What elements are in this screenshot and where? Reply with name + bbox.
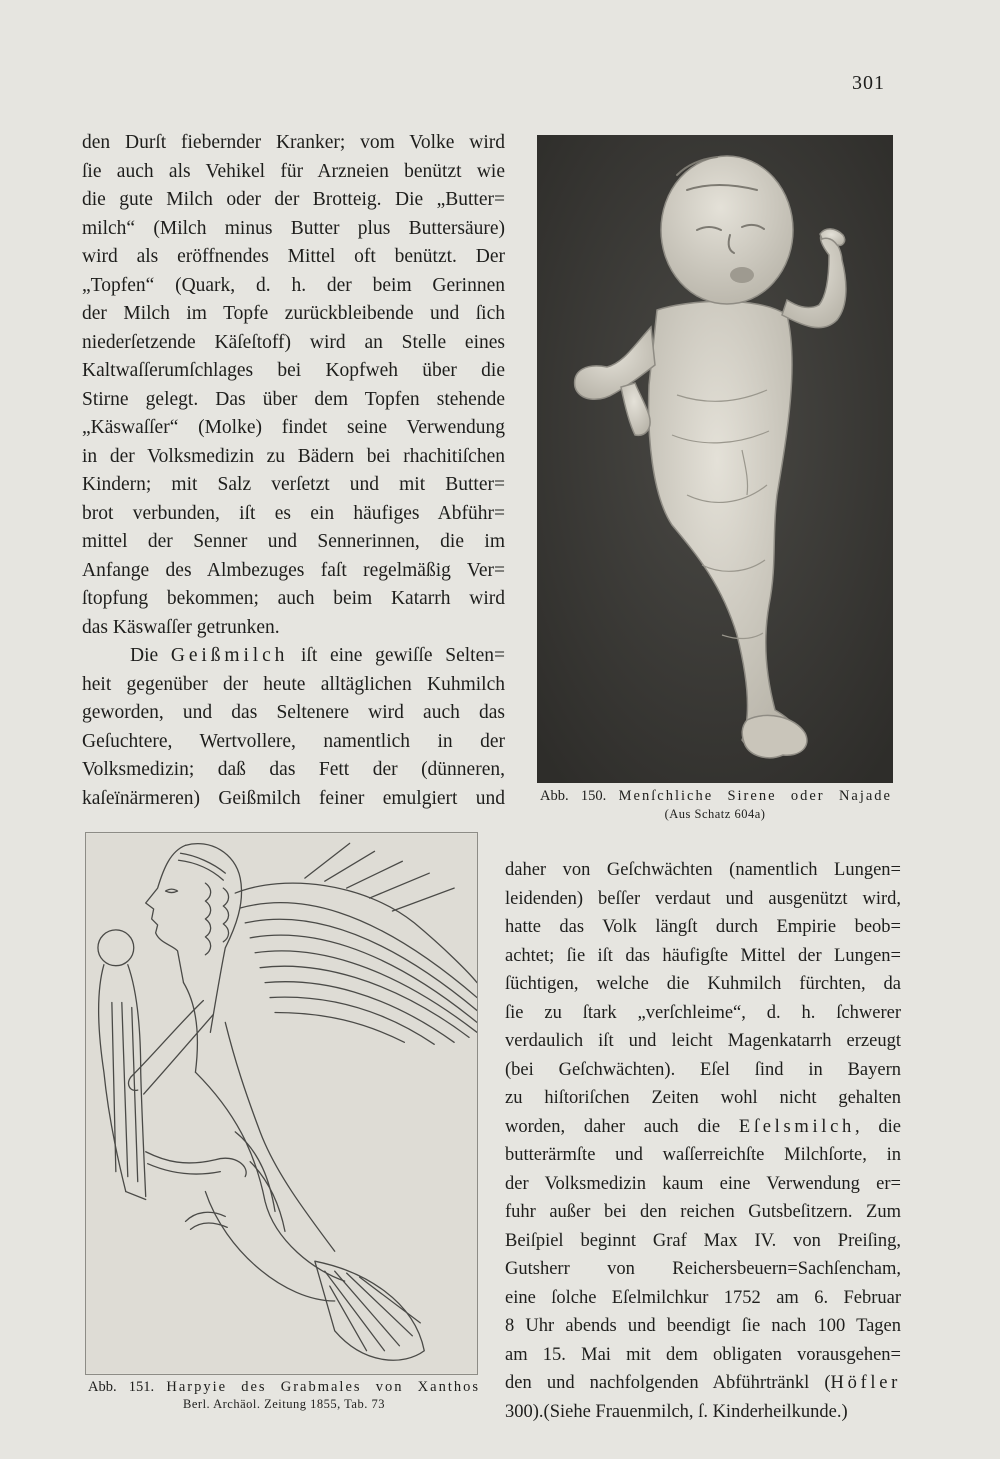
siren-mouth: [730, 267, 754, 283]
right-column-line: hatte das Volk längſt durch Empirie beob=: [505, 917, 901, 937]
right-column-line: der Volksmedizin kaum eine Verwendung er=: [505, 1173, 901, 1194]
left-column-line: brot verbunden, iſt es ein häufiges Abführ=: [82, 502, 505, 524]
figure-150-caption: [540, 787, 892, 805]
right-column-line: zu hiſtoriſchen Zeiten wohl nicht gehalten: [505, 1088, 901, 1108]
right-column-line: achtet; ſie iſt das häufigſte Mittel der Lungen=: [505, 945, 901, 966]
left-column-line: [130, 642, 505, 670]
left-column-line: niederſetzende Käſeſtoff) wird an Stelle eines: [82, 331, 505, 353]
spaced-emphasis: Geißmilch: [170, 645, 289, 666]
right-column-line: ſüchtigen, welche die Kuhmilch fürchten, da: [505, 974, 901, 994]
left-column-line: ſie auch als Vehikel für Arzneien benützt wie: [82, 160, 505, 182]
spaced-emphasis: Eſelsmilch: [738, 1116, 855, 1137]
figure-151-caption: [88, 1378, 480, 1396]
left-column-line: in der Volksmedizin zu Bädern bei rhachitiſchen: [82, 445, 505, 467]
left-column-line: Volksmedizin; daß das Fett der (dünneren,: [82, 759, 505, 780]
spaced-emphasis: Höfler: [830, 1373, 901, 1393]
figure-151-source: Berl. Archäol. Zeitung 1855, Tab. 73: [183, 1397, 385, 1411]
left-column-line: heit gegenüber der heute alltäglichen Kuhmilch: [82, 673, 505, 695]
left-column-line: „Käswaſſer“ (Molke) findet seine Verwendung: [82, 417, 505, 438]
left-column-line: Geſuchtere, Wertvollere, namentlich in der: [82, 730, 505, 752]
figure-150-title: Menſchliche Sirene oder Najade: [618, 788, 892, 804]
right-column-line: Gutsherr von Reichersbeuern=Sachſencham,: [505, 1259, 901, 1279]
left-column-line: ſtopfung bekommen; auch beim Katarrh wird: [82, 588, 505, 609]
right-column-line: daher von Geſchwächten (namentlich Lungen=: [505, 860, 901, 880]
figure-151-drawing: [85, 832, 478, 1375]
text-run: iſt eine gewiſſe Selten=: [288, 645, 505, 666]
right-column-line: 300).(Siehe Frauenmilch, ſ. Kinderheilkunde.): [505, 1401, 848, 1422]
left-column-line: wird als eröffnendes Mittel oft benützt. Der: [82, 246, 505, 267]
page-number: 301: [852, 72, 885, 94]
left-column-line: „Topfen“ (Quark, d. h. der beim Gerinnen: [82, 274, 505, 296]
text-run: Die: [130, 645, 171, 666]
harpy-drawing: [85, 832, 478, 1375]
left-column-line: Kaltwaſſerumſchlages bei Kopfweh über die: [82, 360, 505, 381]
right-column-line: am 15. Mai mit dem obligaten vorausgehen=: [505, 1344, 901, 1365]
left-column-line: Stirne gelegt. Das über dem Topfen stehende: [82, 388, 505, 410]
right-column-line: Beiſpiel beginnt Graf Max IV. von Preiſing,: [505, 1230, 901, 1251]
left-column-line: geworden, und das Seltenere wird auch das: [82, 702, 505, 723]
figure-151-title: Harpyie des Grabmales von Xanthos: [166, 1379, 480, 1395]
right-column-line: eine ſolche Eſelmilchkur 1752 am 6. Februar: [505, 1287, 901, 1308]
figure-150-label: Abb. 150.: [540, 788, 607, 804]
right-column-line: leidenden) beſſer verdaut und ausgenützt wird,: [505, 888, 901, 909]
right-column-line: verdaulich iſt und leicht Magenkatarrh erzeugt: [505, 1031, 901, 1051]
figure-150-source: (Aus Schatz 604a): [664, 807, 766, 821]
left-column-line: milch“ (Milch minus Butter plus Buttersäure): [82, 217, 505, 239]
left-column-line: Anfange des Almbezuges faſt regelmäßig Ver=: [82, 559, 505, 581]
text-run: worden, daher auch die: [505, 1116, 739, 1137]
text-run: den und nachfolgenden Abführtränkl (: [505, 1373, 831, 1393]
drawing-background: [86, 833, 477, 1373]
right-column-line: (bei Geſchwächten). Eſel ſind in Bayern: [505, 1059, 901, 1080]
left-column-line: kaſeïnärmeren) Geißmilch feiner emulgiert und: [82, 787, 505, 809]
left-column-line: mittel der Senner und Sennerinnen, die im: [82, 531, 505, 552]
right-column-line: butterärmſte und waſſerreichſte Milchſorte, in: [505, 1145, 901, 1165]
left-column-line: die gute Milch oder der Brotteig. Die „Butter=: [82, 189, 505, 210]
right-column-line: [505, 1113, 901, 1141]
siren-head: [661, 156, 793, 304]
right-column-line: [505, 1369, 901, 1397]
text-run: , die: [854, 1116, 901, 1137]
right-column-line: fuhr außer bei den reichen Gutsbeſitzern. Zum: [505, 1202, 901, 1222]
siren-photograph: [537, 135, 893, 783]
right-column-line: 8 Uhr abends und beendigt ſie nach 100 Tagen: [505, 1316, 901, 1336]
left-column-line: der Milch im Topfe zurückbleibende und ſich: [82, 303, 505, 324]
figure-151-label: Abb. 151.: [88, 1379, 155, 1395]
right-column-line: ſie zu ſtark „verſchleime“, d. h. ſchwerer: [505, 1002, 901, 1023]
figure-150-photo: [537, 135, 893, 783]
left-column-line: den Durſt fiebernder Kranker; vom Volke wird: [82, 132, 505, 153]
left-column-line: Kindern; mit Salz verſetzt und mit Butter=: [82, 474, 505, 495]
left-column-line: das Käswaſſer getrunken.: [82, 616, 280, 638]
